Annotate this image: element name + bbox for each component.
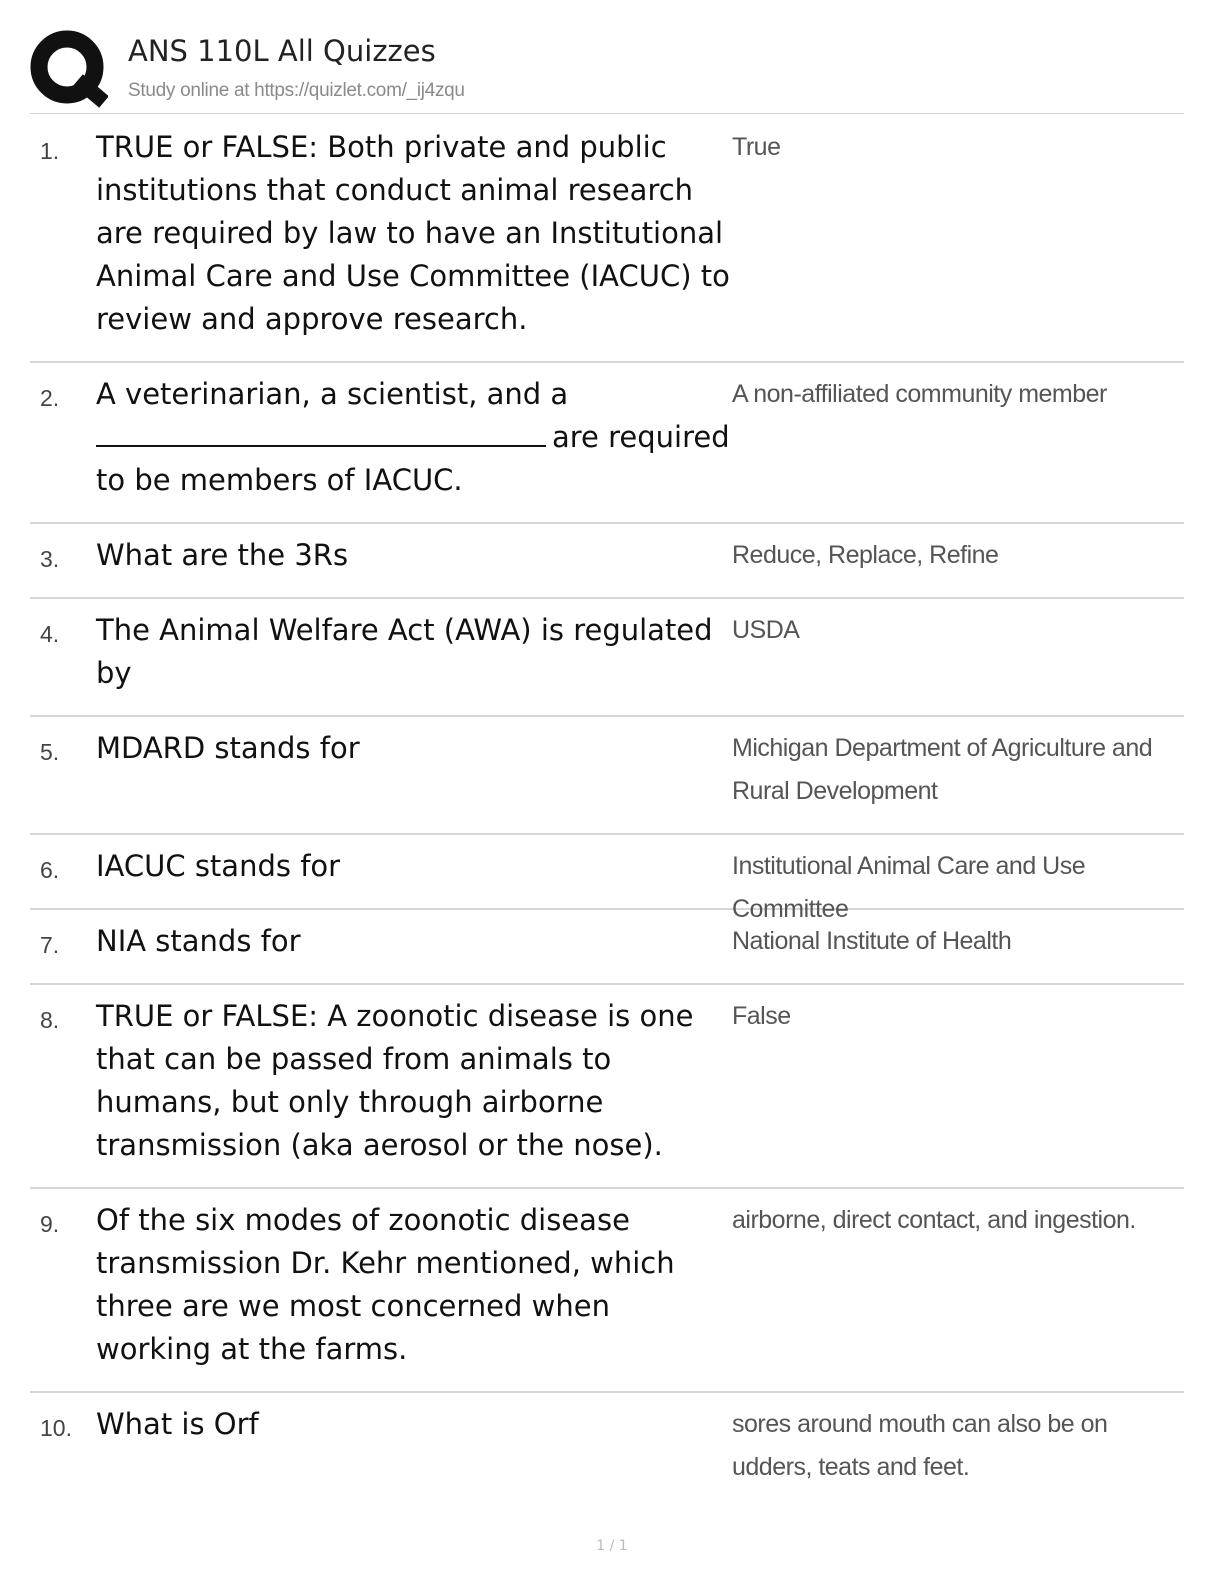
card-number: 3. xyxy=(40,546,60,572)
card-number: 1. xyxy=(40,138,60,164)
flashcard xyxy=(30,363,1184,524)
flashcard xyxy=(30,116,1184,363)
card-number: 8. xyxy=(40,1007,60,1033)
card-number: 7. xyxy=(40,932,60,958)
quizlet-logo-icon xyxy=(30,30,108,108)
flashcard xyxy=(30,524,1184,599)
card-number: 2. xyxy=(40,385,60,411)
card-definition: sores around mouth can also be on udders, teats and feet. xyxy=(732,1410,1108,1481)
term-text-before-blank: A veterinarian, a scientist, and a xyxy=(96,377,569,411)
card-number: 9. xyxy=(40,1211,60,1237)
flashcard xyxy=(30,1393,1184,1503)
flashcard-list xyxy=(30,116,1184,1503)
header-divider xyxy=(30,113,1184,114)
card-term: TRUE or FALSE: A zoonotic disease is one that can be passed from animals to humans, but only through airborne transmission (aka aerosol or the nose). xyxy=(96,999,694,1162)
page-header xyxy=(30,28,1184,114)
card-term: Of the six modes of zoonotic disease transmission Dr. Kehr mentioned, which three are we most concerned when working at the farms. xyxy=(96,1203,675,1366)
card-number: 6. xyxy=(40,857,60,883)
card-definition: National Institute of Health xyxy=(732,927,1012,955)
card-term: The Animal Welfare Act (AWA) is regulated by xyxy=(96,613,713,690)
card-number: 10. xyxy=(40,1415,72,1441)
card-term: What are the 3Rs xyxy=(96,538,349,572)
card-definition: Institutional Animal Care and Use Committee xyxy=(732,852,1086,923)
card-term: What is Orf xyxy=(96,1407,259,1441)
term-text-after-blank: are required to be members of IACUC. xyxy=(96,420,730,497)
flashcard xyxy=(30,717,1184,835)
flashcard xyxy=(30,599,1184,717)
card-term: TRUE or FALSE: Both private and public institutions that conduct animal research are required by law to have an Institutional Animal Care and Use Committee (IACUC) to review and approve research. xyxy=(96,130,730,336)
card-term: IACUC stands for xyxy=(96,849,341,883)
study-link[interactable]: Study online at https://quizlet.com/_ij4zqu xyxy=(128,80,465,101)
fill-in-blank xyxy=(96,421,546,447)
flashcard xyxy=(30,910,1184,985)
flashcard xyxy=(30,835,1184,923)
card-number: 4. xyxy=(40,621,60,647)
card-definition: False xyxy=(732,1002,791,1030)
card-definition: airborne, direct contact, and ingestion. xyxy=(732,1206,1136,1234)
flashcard xyxy=(30,985,1184,1189)
card-definition: Michigan Department of Agriculture and Rural Development xyxy=(732,734,1153,805)
card-definition: A non-affiliated community member xyxy=(732,380,1107,408)
page-number: 1 / 1 xyxy=(596,1538,628,1554)
card-definition: True xyxy=(732,133,781,161)
card-term: NIA stands for xyxy=(96,924,301,958)
flashcard xyxy=(30,1189,1184,1393)
card-term xyxy=(96,373,730,502)
card-definition: USDA xyxy=(732,616,800,644)
page-title: ANS 110L All Quizzes xyxy=(128,34,436,68)
card-definition: Reduce, Replace, Refine xyxy=(732,541,999,569)
card-term: MDARD stands for xyxy=(96,731,360,765)
card-number: 5. xyxy=(40,739,60,765)
